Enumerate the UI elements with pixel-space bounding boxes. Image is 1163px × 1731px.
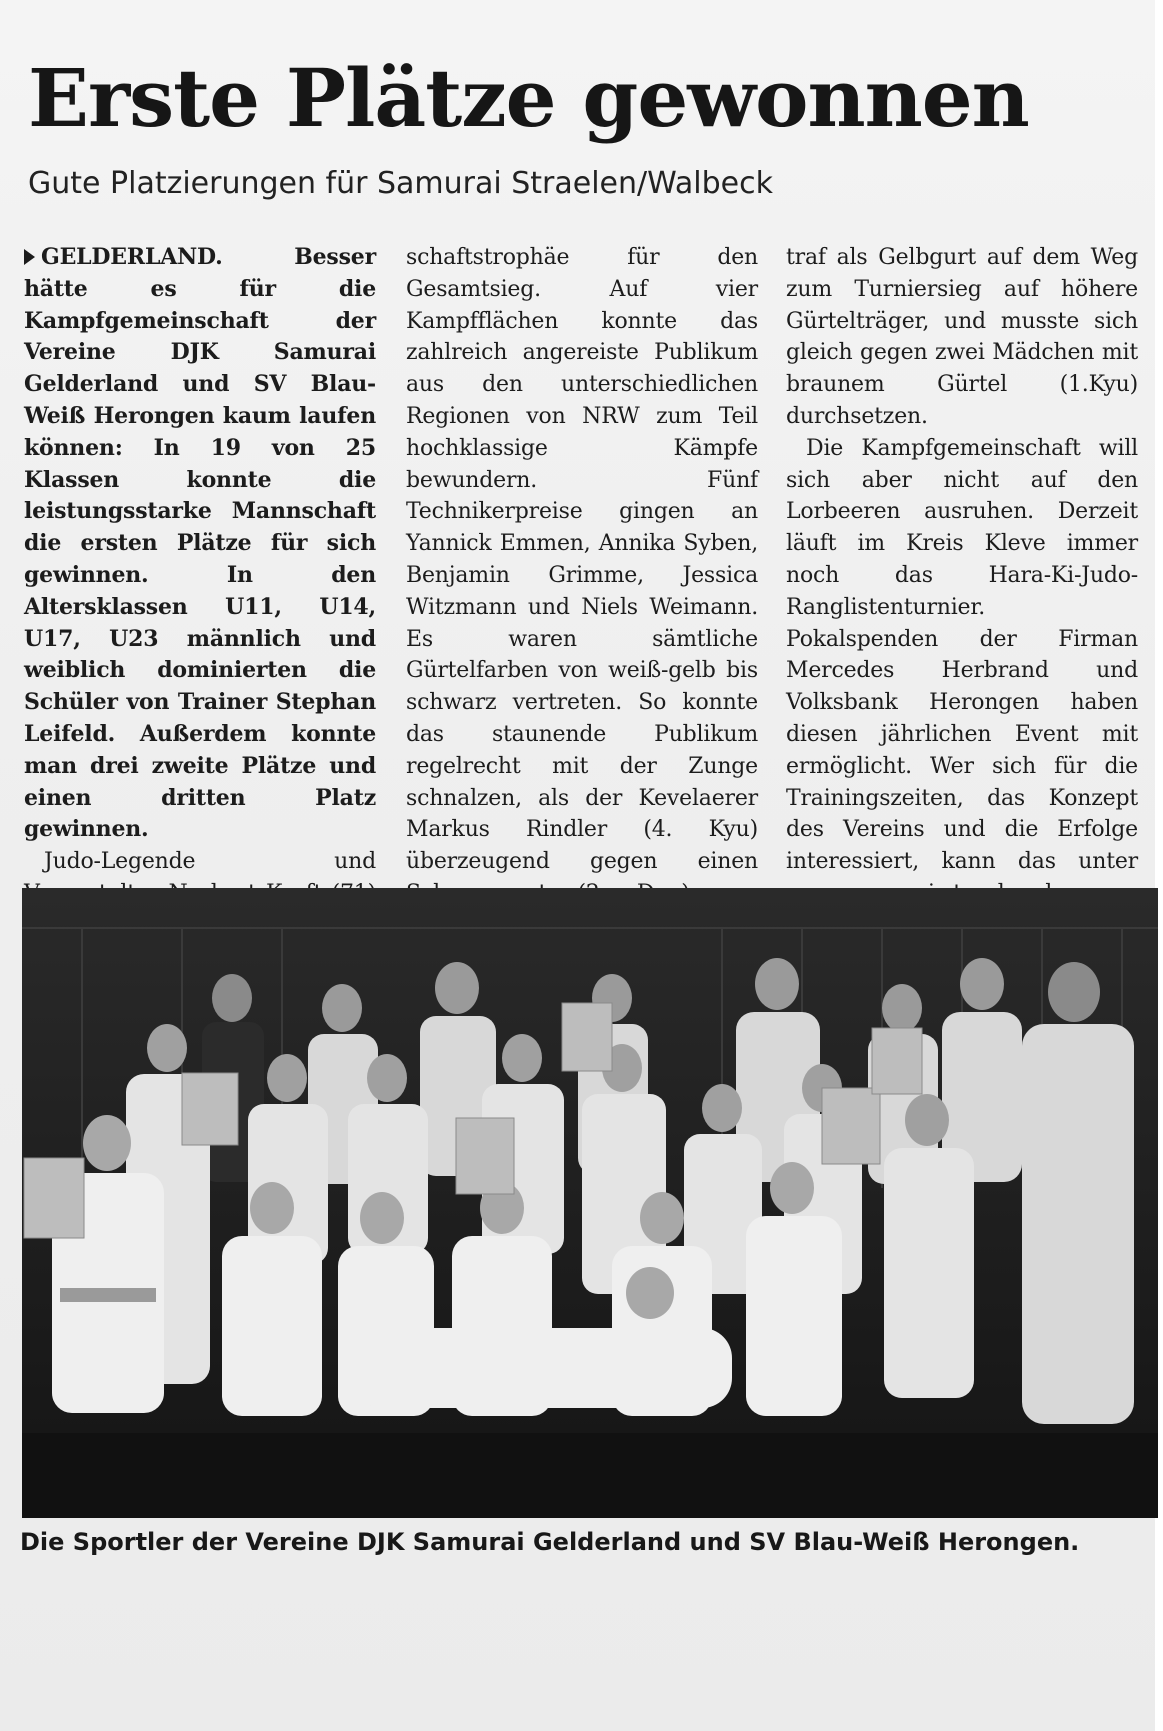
article-column-3 (786, 242, 1138, 942)
photo-caption: Die Sportler der Vereine DJK Samurai Gelderland und SV Blau-Weiß Herongen. (20, 1528, 1080, 1556)
article-body (24, 242, 1160, 875)
triangle-marker-icon (24, 249, 35, 265)
body-paragraph: traf als Gelbgurt auf dem Weg zum Turniersieg auf höhere Gürtelträger, und musste sich gleich gegen zwei Mädchen mit braunem Gürtel (1.Kyu) durchsetzen. (786, 245, 1138, 429)
body-paragraph: schaftstrophäe für den Gesamtsieg. Auf vier Kampfflächen konnte das zahlreich angereiste Publikum aus den unterschiedlichen Regionen von NRW zum Teil hochklassige Kämpfe bewundern. Fünf Technikerpreise gingen an Yannick Emmen, Annika Syben, Benjamin Grimme, Jessica Witzmann und Niels Weimann. Es waren sämtliche Gürtelfarben von weiß-gelb bis schwarz vertreten. So konnte das staunende Publikum regelrecht mit der Zunge schnalzen, als der Kevelaerer Markus Rindler (4. Kyu) überzeugend gegen einen (406, 245, 758, 875)
lead-text: GELDERLAND. Besser hätte es für die Kampfgemeinschaft der Vereine DJK Samurai Gelderland und SV Blau-Weiß Herongen kaum laufen können: In 19 von 25 Klassen konnte die leistungsstarke Mannschaft die ersten Plätze für sich gewinnen. In den Altersklassen U11, U14, U17, U23 männlich und weiblich dominierten die Schüler von Trainer Stephan Leifeld. Außerdem konnte man drei zweite Plätze und einen dritten Platz gewinnen. (24, 244, 376, 843)
article-subheadline: Gute Platzierungen für Samurai Straelen/Walbeck (28, 166, 773, 201)
body-paragraph: Judo-Legende und (44, 849, 376, 875)
article-headline: Erste Plätze gewonnen (28, 51, 1029, 145)
body-paragraph: Die Kampfgemeinschaft will sich aber nicht auf den Lorbeeren ausruhen. Derzeit läuft im Kreis Kleve immer noch das Hara-Ki-Judo-Ranglistenturnier. Pokalspenden der Firman Mercedes Herbrand und Volksbank Herongen haben diesen jährlichen Event mit ermöglicht. Wer sich für die Trainingszeiten, das Konzept des Vereins und die Erfolge interessiert, kann das unter (786, 435, 1138, 875)
team-group-photo (22, 888, 1158, 1518)
lead-paragraph (24, 242, 376, 846)
article-column-2 (406, 242, 758, 973)
